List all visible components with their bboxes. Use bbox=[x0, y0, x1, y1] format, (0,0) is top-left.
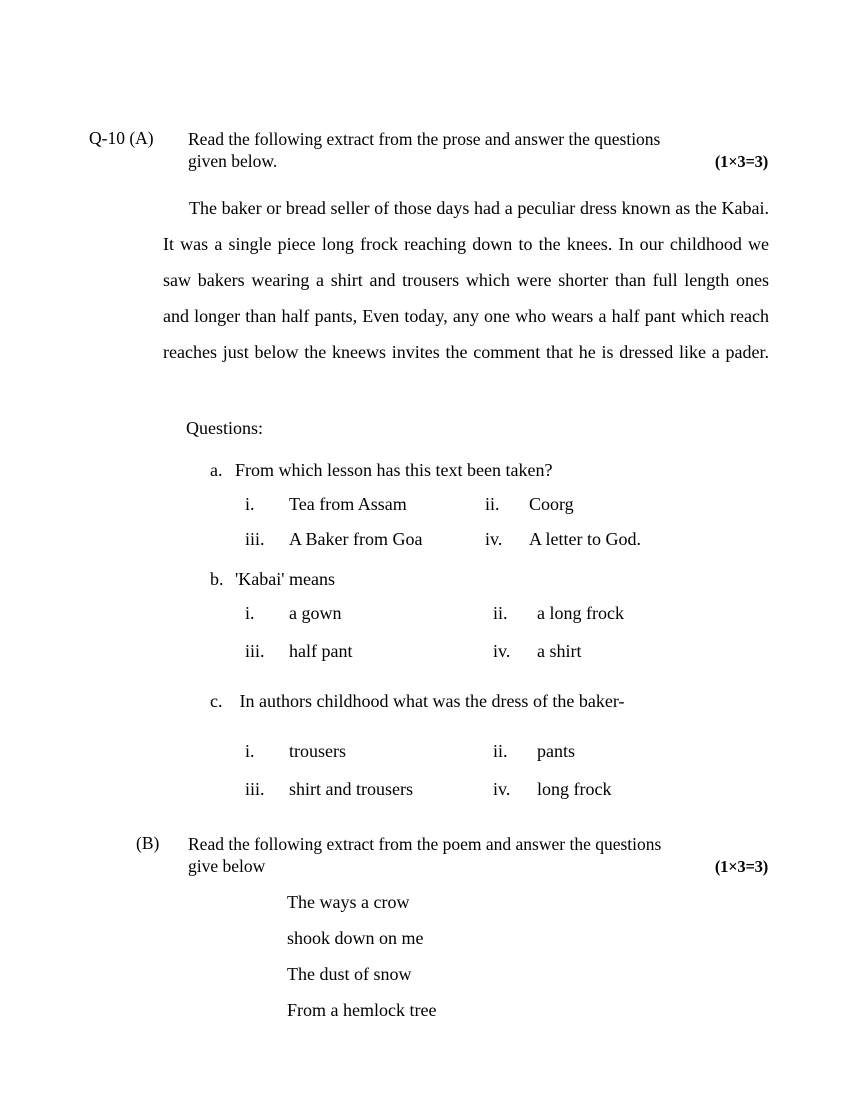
question-b-option-iii-text: half pant bbox=[289, 641, 353, 661]
question-b bbox=[210, 569, 335, 590]
question-b-option-iv-marker: iv. bbox=[493, 641, 511, 661]
section-a-marks: (1×3=3) bbox=[714, 152, 768, 171]
question-c bbox=[210, 691, 625, 712]
question-a-options-row-1 bbox=[245, 494, 775, 515]
question-a-option-i-marker: i. bbox=[245, 494, 255, 514]
question-c-options-row-1 bbox=[245, 741, 775, 762]
question-c-option-iii-marker: iii. bbox=[245, 779, 265, 799]
section-b-letter: (B) bbox=[136, 833, 160, 853]
question-c-option-iii[interactable] bbox=[245, 779, 493, 800]
question-a-text: From which lesson has this text been taken? bbox=[235, 460, 553, 480]
question-a-option-i-text: Tea from Assam bbox=[289, 494, 407, 514]
question-b-text: 'Kabai' means bbox=[235, 569, 335, 589]
question-c-option-i-marker: i. bbox=[245, 741, 255, 761]
question-b-option-ii-marker: ii. bbox=[493, 603, 508, 623]
question-c-option-i-text: trousers bbox=[289, 741, 346, 761]
question-a-options-row-2 bbox=[245, 529, 775, 550]
question-b-option-iv[interactable] bbox=[493, 641, 582, 662]
question-a-option-iii-marker: iii. bbox=[245, 529, 265, 549]
question-a-option-iv-text: A letter to God. bbox=[529, 529, 641, 549]
question-c-option-i[interactable] bbox=[245, 741, 493, 762]
question-b-option-iii[interactable] bbox=[245, 641, 493, 662]
question-a-option-i[interactable] bbox=[245, 494, 485, 515]
question-b-option-i-marker: i. bbox=[245, 603, 255, 623]
question-b-option-i-text: a gown bbox=[289, 603, 342, 623]
question-b-option-iv-text: a shirt bbox=[537, 641, 582, 661]
question-b-options-row-1 bbox=[245, 603, 775, 624]
section-b-instruction-line-1: Read the following extract from the poem and answer the questions bbox=[188, 834, 662, 854]
question-c-letter: c. bbox=[210, 691, 223, 711]
section-b-instruction-line-2: give below bbox=[188, 856, 266, 876]
question-a-option-ii-marker: ii. bbox=[485, 494, 500, 514]
question-a bbox=[210, 460, 552, 481]
question-a-letter: a. bbox=[210, 460, 223, 480]
question-a-option-iii-text: A Baker from Goa bbox=[289, 529, 423, 549]
section-a-instruction-line-2-row bbox=[188, 150, 768, 173]
section-a-instruction bbox=[188, 128, 768, 173]
question-a-option-iii[interactable] bbox=[245, 529, 485, 550]
question-b-option-ii-text: a long frock bbox=[537, 603, 624, 623]
question-c-option-iv[interactable] bbox=[493, 779, 611, 800]
question-a-option-ii[interactable] bbox=[485, 494, 574, 515]
question-c-text: In authors childhood what was the dress of the baker- bbox=[235, 691, 625, 711]
question-b-option-i[interactable] bbox=[245, 603, 493, 624]
question-c-option-ii-text: pants bbox=[537, 741, 575, 761]
question-b-letter: b. bbox=[210, 569, 224, 589]
section-a-instruction-line-1: Read the following extract from the prose and answer the questions bbox=[188, 129, 661, 149]
poem-line-3: The dust of snow bbox=[287, 964, 412, 984]
question-c-option-iv-text: long frock bbox=[537, 779, 612, 799]
poem-line-4: From a hemlock tree bbox=[287, 1000, 437, 1020]
question-c-option-iv-marker: iv. bbox=[493, 779, 511, 799]
question-c-options-row-2 bbox=[245, 779, 775, 800]
question-a-option-ii-text: Coorg bbox=[529, 494, 574, 514]
question-a-option-iv-marker: iv. bbox=[485, 529, 503, 549]
question-c-option-ii[interactable] bbox=[493, 741, 575, 762]
section-a-instruction-line-2: given below. bbox=[188, 151, 278, 171]
questions-label: Questions: bbox=[186, 418, 264, 438]
question-c-option-ii-marker: ii. bbox=[493, 741, 508, 761]
question-b-option-ii[interactable] bbox=[493, 603, 624, 624]
poem-line-2: shook down on me bbox=[287, 928, 424, 948]
section-b-marks: (1×3=3) bbox=[714, 857, 768, 876]
question-b-option-iii-marker: iii. bbox=[245, 641, 265, 661]
poem-line-1: The ways a crow bbox=[287, 892, 410, 912]
question-a-option-iv[interactable] bbox=[485, 529, 641, 550]
question-number-label: Q-10 (A) bbox=[89, 128, 154, 148]
prose-extract: The baker or bread seller of those days had a peculiar dress known as the Kabai. It was a single piece long frock reaching down to the knees. In our childhood we saw bakers wearing a shirt and trousers which were shorter than full length ones and longer than half pants, Even today, any one who wears a half pant which reach reaches just below the kneews invites the comment that he is dressed like a pader. bbox=[163, 198, 769, 362]
question-c-option-iii-text: shirt and trousers bbox=[289, 779, 413, 799]
question-b-options-row-2 bbox=[245, 641, 775, 662]
section-b-instruction bbox=[188, 833, 768, 878]
section-b-instruction-line-2-row bbox=[188, 855, 768, 878]
